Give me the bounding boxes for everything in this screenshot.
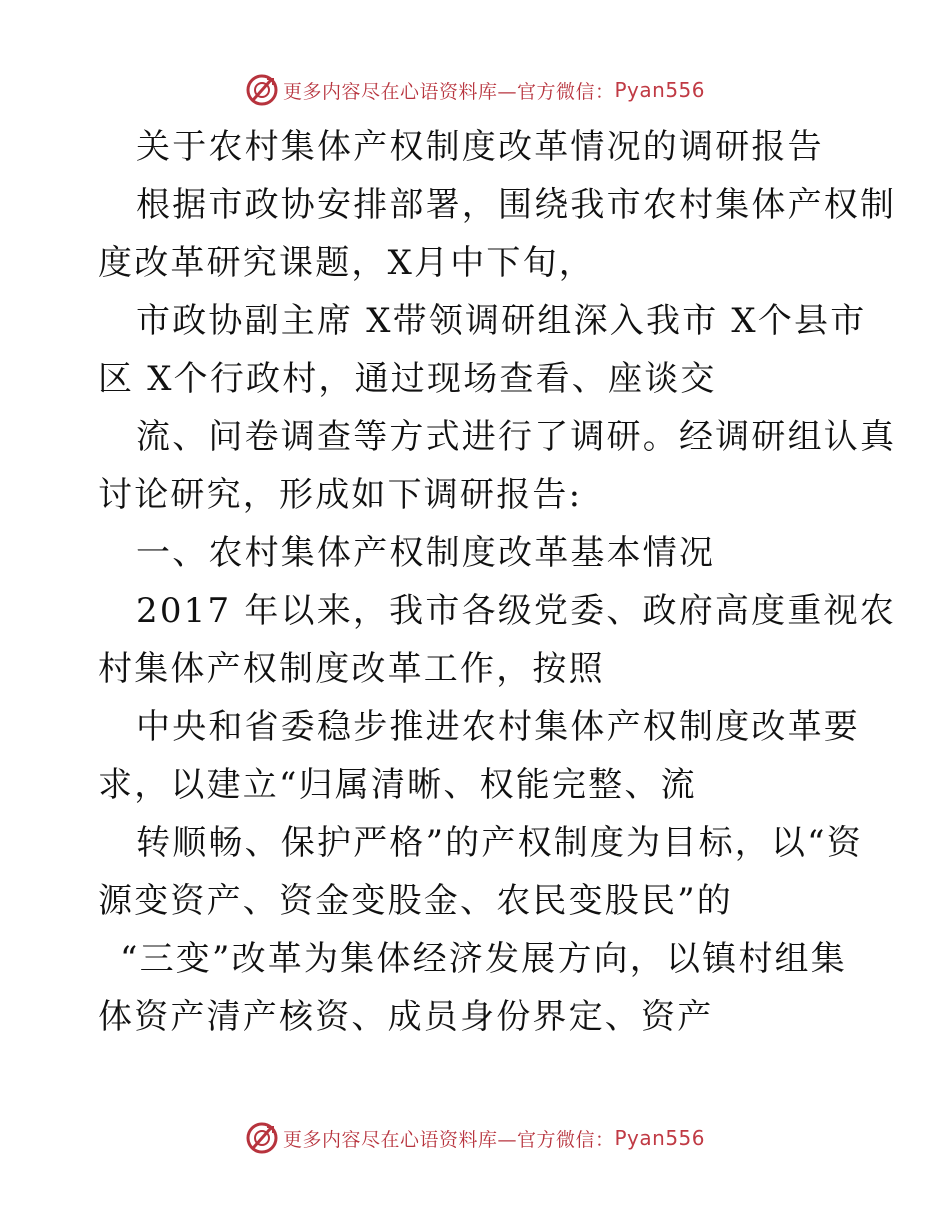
paragraph-line: 源变资产、资金变股金、农民变股民”的	[98, 881, 733, 921]
paragraph-line: 区 X个行政村，通过现场查看、座谈交	[98, 359, 717, 399]
paragraph-line: 转顺畅、保护严格”的产权制度为目标，以“资	[136, 823, 863, 863]
paragraph-line: 流、问卷调查等方式进行了调研。经调研组认真	[136, 417, 897, 457]
paragraph-line: 根据市政协安排部署，围绕我市农村集体产权制	[136, 185, 897, 225]
watermark-text: 更多内容尽在心语资料库—官方微信：	[282, 80, 615, 103]
paragraph-line: 中央和省委稳步推进农村集体产权制度改革要	[136, 707, 860, 747]
paragraph-line: 村集体产权制度改革工作，按照	[98, 649, 605, 689]
logo-icon	[245, 73, 279, 107]
document-title: 关于农村集体产权制度改革情况的调研报告	[136, 127, 824, 167]
paragraph-line: 2017 年以来，我市各级党委、政府高度重视农	[136, 591, 896, 631]
paragraph-line: 求，以建立“归属清晰、权能完整、流	[98, 765, 697, 805]
paragraph-line: 体资产清产核资、成员身份界定、资产	[98, 997, 714, 1037]
paragraph-line: 市政协副主席 X带领调研组深入我市 X个县市	[136, 301, 867, 341]
watermark-wechat-id: Pyan556	[614, 78, 706, 102]
footer-watermark	[0, 1118, 950, 1158]
logo-icon	[245, 1121, 279, 1155]
paragraph-line: “三变”改革为集体经济发展方向，以镇村组集	[120, 939, 847, 979]
paragraph-line: 讨论研究，形成如下调研报告:	[98, 475, 583, 515]
paragraph-line: 度改革研究课题，X月中下旬，	[98, 243, 596, 283]
watermark-text: 更多内容尽在心语资料库—官方微信：	[282, 1128, 615, 1151]
watermark-wechat-id: Pyan556	[614, 1126, 706, 1150]
header-watermark	[0, 70, 950, 110]
section-heading: 一、农村集体产权制度改革基本情况	[136, 533, 716, 573]
